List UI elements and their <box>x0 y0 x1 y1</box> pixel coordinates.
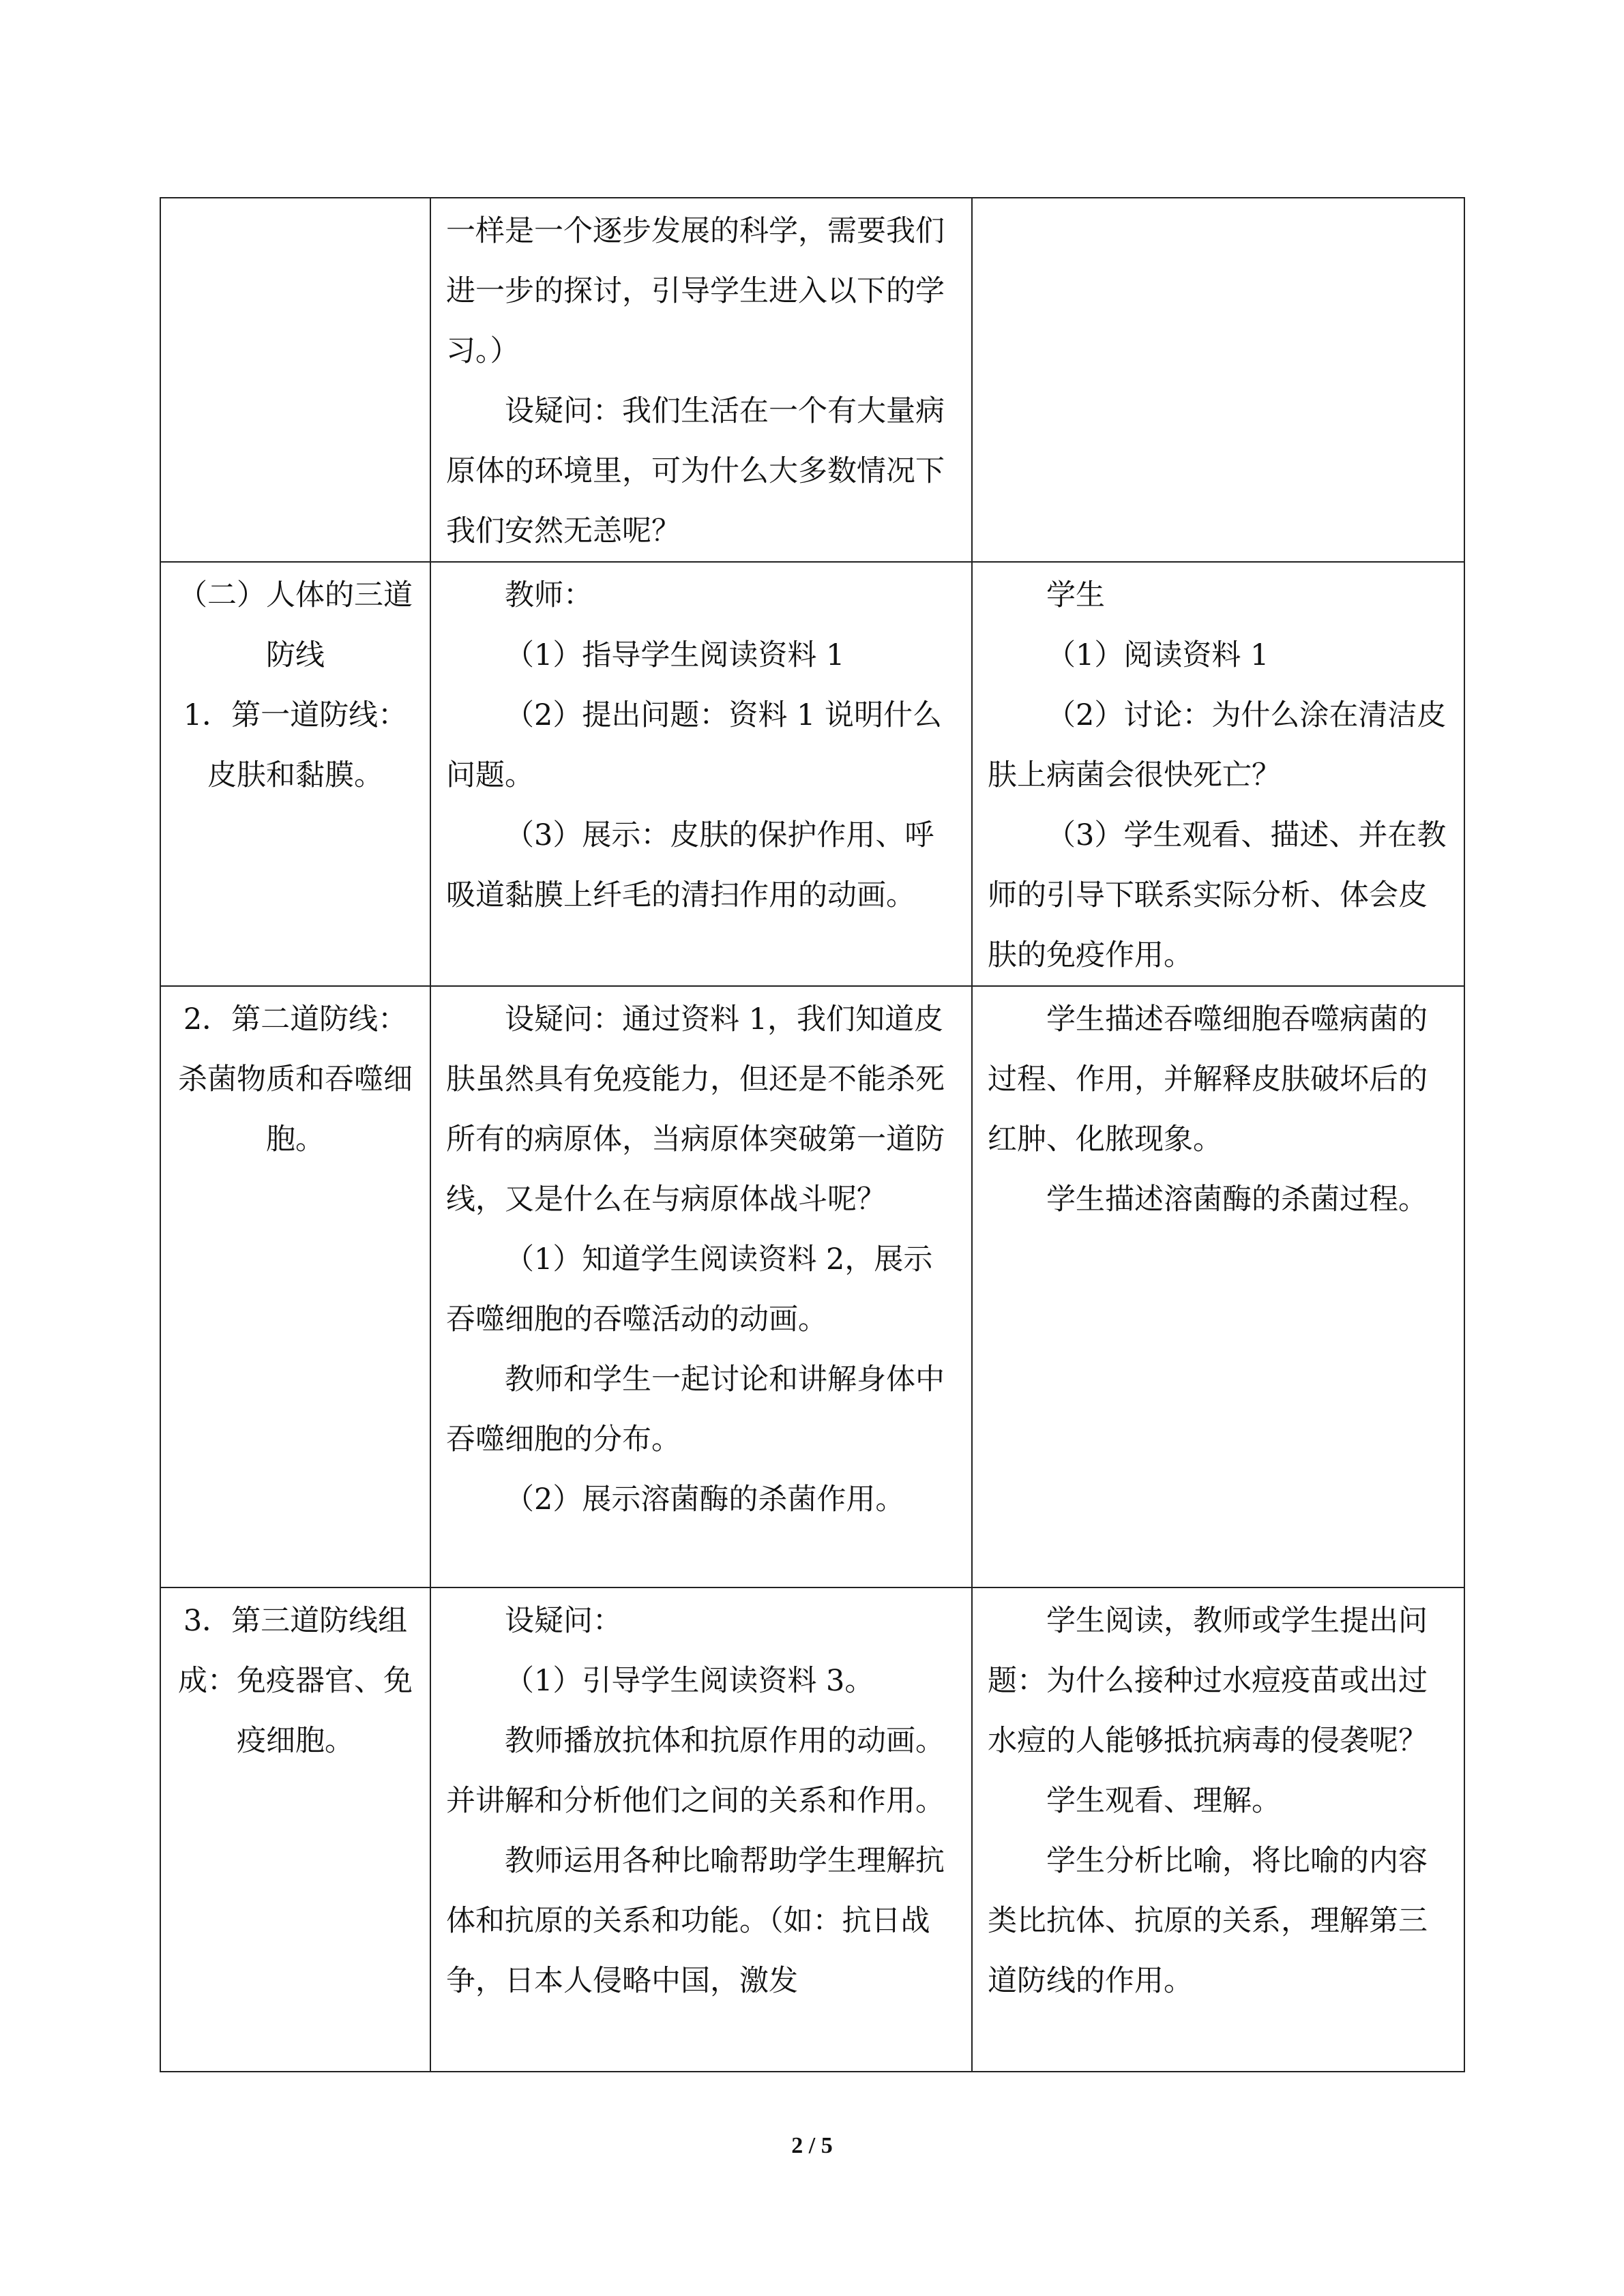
student-paragraph: 学生观看、理解。 <box>1046 1784 1281 1818</box>
lesson-plan-table <box>160 197 1465 2072</box>
student-paragraph: （3）学生观看、描述、并在教师的引导下联系实际分析、体会皮肤的免疫作用。 <box>988 818 1447 972</box>
teacher-paragraph: 设疑问：我们生活在一个有大量病原体的环境里，可为什么大多数情况下我们安然无恙呢？ <box>446 394 945 548</box>
student-paragraph: （1）阅读资料 1 <box>1046 638 1269 672</box>
topic-cell <box>160 1587 430 2072</box>
teacher-activity-cell <box>430 986 972 1587</box>
teacher-paragraph: 教师运用各种比喻帮助学生理解抗体和抗原的关系和功能。（如：抗日战争，日本人侵略中国，激发 <box>446 1844 945 1998</box>
topic-cell <box>160 986 430 1587</box>
student-activity-cell <box>972 562 1464 986</box>
student-activity-cell <box>972 986 1464 1587</box>
student-paragraph: 学生阅读，教师或学生提出问题：为什么接种过水痘疫苗或出过水痘的人能够抵抗病毒的侵袭呢？ <box>988 1604 1428 1758</box>
teacher-paragraph: 教师播放抗体和抗原作用的动画。并讲解和分析他们之间的关系和作用。 <box>446 1724 945 1818</box>
teacher-activity-cell <box>430 198 972 562</box>
student-paragraph: 学生描述溶菌酶的杀菌过程。 <box>1046 1182 1428 1217</box>
teacher-paragraph: （1）引导学生阅读资料 3。 <box>505 1664 874 1698</box>
student-activity-cell <box>972 1587 1464 2072</box>
table-row <box>160 986 1464 1587</box>
table-row <box>160 1587 1464 2072</box>
topic-cell <box>160 198 430 562</box>
topic-text: （二）人体的三道防线 <box>178 578 413 672</box>
teacher-paragraph: （1）指导学生阅读资料 1 <box>505 638 845 672</box>
student-paragraph: 学生分析比喻，将比喻的内容类比抗体、抗原的关系，理解第三道防线的作用。 <box>988 1844 1428 1998</box>
teacher-paragraph: 设疑问：通过资料 1，我们知道皮肤虽然具有免疫能力，但还是不能杀死所有的病原体，当病原体突破第一道防线，又是什么在与病原体战斗呢？ <box>446 1002 945 1217</box>
teacher-paragraph: 教师： <box>505 578 593 612</box>
table-row <box>160 198 1464 562</box>
topic-text: 3．第三道防线组成：免疫器官、免疫细胞。 <box>178 1604 413 1758</box>
student-paragraph: （2）讨论：为什么涂在清洁皮肤上病菌会很快死亡？ <box>988 698 1447 792</box>
teacher-paragraph: 教师和学生一起讨论和讲解身体中吞噬细胞的分布。 <box>446 1362 945 1457</box>
student-paragraph: 学生 <box>1046 578 1105 612</box>
teacher-paragraph: （2）展示溶菌酶的杀菌作用。 <box>505 1482 905 1517</box>
topic-cell <box>160 562 430 986</box>
topic-text: 1．第一道防线：皮肤和黏膜。 <box>183 698 408 792</box>
teacher-paragraph: （2）提出问题：资料 1 说明什么问题。 <box>446 698 943 792</box>
student-paragraph: 学生描述吞噬细胞吞噬病菌的过程、作用，并解释皮肤破坏后的红肿、化脓现象。 <box>988 1002 1428 1157</box>
teacher-activity-cell <box>430 562 972 986</box>
table-row <box>160 562 1464 986</box>
topic-text: 2．第二道防线：杀菌物质和吞噬细胞。 <box>178 1002 413 1157</box>
teacher-paragraph: 设疑问： <box>505 1604 622 1638</box>
page-number: 2 / 5 <box>791 2133 833 2158</box>
teacher-paragraph: （1）知道学生阅读资料 2，展示吞噬细胞的吞噬活动的动画。 <box>446 1242 933 1337</box>
teacher-paragraph: （3）展示：皮肤的保护作用、呼吸道黏膜上纤毛的清扫作用的动画。 <box>446 818 934 912</box>
table-body <box>160 198 1464 2072</box>
teacher-paragraph: 一样是一个逐步发展的科学，需要我们进一步的探讨，引导学生进入以下的学习。） <box>446 214 945 368</box>
student-activity-cell <box>972 198 1464 562</box>
teacher-activity-cell <box>430 1587 972 2072</box>
